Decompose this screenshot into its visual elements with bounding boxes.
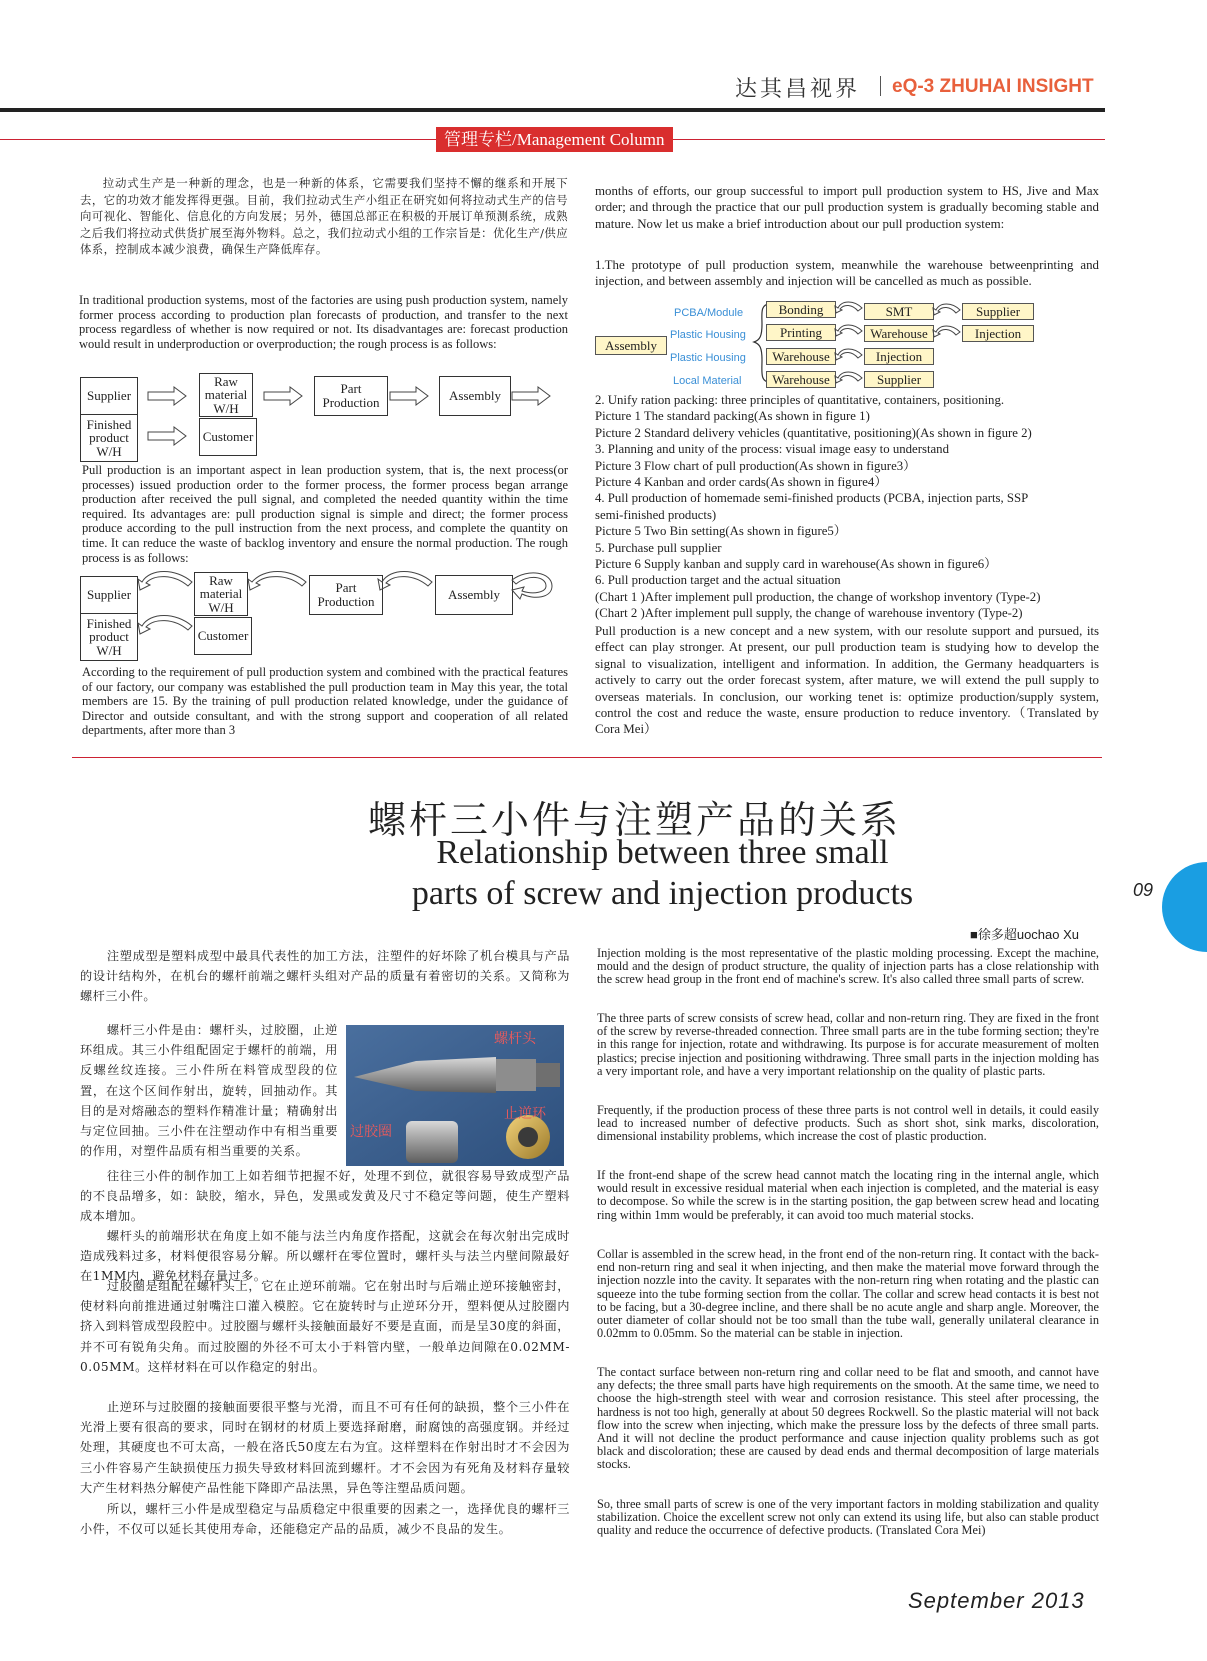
page-number: 09 xyxy=(1133,880,1154,900)
magazine-title-en: eQ-3 ZHUHAI INSIGHT xyxy=(892,76,1094,97)
flow-injection-2: Injection xyxy=(962,325,1034,342)
en-paragraph: Frequently, if the production process of these three parts is not control well in details, it could easily lead to increased number of defective products. Such as short shot, sink marks, discoloration, dimensional instability problems, which increase the cost of plastic production. xyxy=(597,1103,1099,1144)
d1-supplier: Supplier xyxy=(80,377,138,415)
zh-paragraph: 注塑成型是塑料成型中最具代表性的加工方法，注塑件的好坏除了机台模具与产品的设计结构外，在机台的螺杆前端之螺杆头组对产品的质量有着密切的关系。又简称为螺杆三小件。 xyxy=(80,949,570,1004)
closing-paragraph: Pull production is a new concept and a new system, with our resolute support and pursued, its effect can play stronger. At present, our pull production team is studying how to develop the signal to visualization, intelligent and information. In addition, the Germany headquarters is actively to carry out the order forecast system, after mature, we will extend the pull supply to overseas materials. In conclusion, our working tenet is: optimize production/supply system, control the cost and reduce the waste, ensure production to reduce inventory.（Translated by Cora Mei） xyxy=(595,624,1099,737)
pull-paragraph: Pull production is an important aspect in lean production system, that is, the next process(or processes) issued production order to the former process, the former process began arrange production after received the pull signal, and completed the needed quantity within the time required. Its advantages are: pull production signal is simple and direct; the former process produce according to the pull instruction from the next process, and complete the quantity on time. It can reduce the waste of backlog inventory and ensure the normal production. The rough process is as follows: xyxy=(82,463,568,565)
zh-paragraph: 往往三小件的制作加工上如若细节把握不好，处理不到位，就很容易导致成型产品的不良品增多，如：缺胶，缩水，异色，发黑或发黄及尺寸不稳定等问题，使生产塑料成本增加。 xyxy=(80,1169,570,1224)
flow-label-housing-1: Plastic Housing xyxy=(670,329,746,341)
photo-label-collar: 过胶圈 xyxy=(350,1124,392,1140)
zh-paragraph: 螺杆头的前端形状在角度上如不能与法兰内角度作搭配，这就会在每次射出完成时造成残料过多，材料便很容易分解。所以螺杆在零位置时，螺杆头与法兰内壁间隙最好在1MM内，避免材料存量过多。 xyxy=(80,1229,570,1284)
flow-label-pcba: PCBA/Module xyxy=(674,307,744,319)
article-divider xyxy=(72,757,1102,758)
push-paragraph: In traditional production systems, most of the factories are using push production system, namely former process according to production plan forecasts of production, and transfer to the next process regardless of whether is now required or not. Its disadvantages are: forecast production would result in underproduction or overproduction; the rough process is as follows: xyxy=(79,293,568,351)
list-item: 5. Purchase pull supplier xyxy=(595,540,722,555)
zh-paragraph: 过胶圈是组配在螺杆头上，它在止逆环前端。它在射出时与后端止逆环接触密封，使材料向前推进通过射嘴注口灌入模腔。它在旋转时与止逆环分开，塑料便从过胶圈内挤入到料管成型段腔中。过胶圈与螺杆头接触面最好不要是直面，而是呈30度的斜面，并不可有锐角尖角。而过胶圈的外径不可太小于料管内壁，一般单边间隙在0.02MM-0.05MM。这样材料在可以作稳定的射出。 xyxy=(80,1279,570,1374)
d2-part-production: Part Production xyxy=(309,575,383,615)
en-paragraph: If the front-end shape of the screw head cannot match the locating ring in the internal angle, which would result in excessive residual material when each injection is completed, and the material is easy to decompose. So while the screw is in the starting position, the gap between screw head and locating ring within 1mm would be preferably, it can avoid too much material stocks. xyxy=(597,1168,1099,1222)
photo-label-head: 螺杆头 xyxy=(494,1031,536,1047)
en-paragraph: Collar is assembled in the screw head, in the front end of the non-return ring. It contact with the back-end non-return ring and seal it when injecting, and then make the material move forward through the injection nozzle into the cavity. It separates with the non-return ring when rotating and the plastic can squeeze into the tube forming section from the collar. The collar and screw head contacts it is best not to be facing, but a 30-degree incline, and there shall be no acute angle and sharp angle. Moreover, the outer diameter of collar should not be too small than the tube wall, generally unilateral clearance in 0.02mm to 0.05mm. So the material can be stable in injection. xyxy=(597,1247,1099,1341)
flow-warehouse-3: Warehouse xyxy=(864,325,934,342)
team-paragraph: According to the requirement of pull production system and combined with the practical features of our factory, our company was established the pull production team in May this year, the total members are 15. By the training of pull production related knowledge, under the guidance of Director and outside consultant, and with the strong support and cooperation of all related departments, after more than 3 xyxy=(82,665,568,738)
list-item: (Chart 1 )After implement pull production, the change of workshop inventory (Type-2) xyxy=(595,589,1041,604)
list-item: 4. Pull production of homemade semi-finished products (PCBA, injection parts, SSP xyxy=(595,491,1029,506)
screw-parts-photo xyxy=(346,1025,564,1166)
list-item: Picture 4 Kanban and order cards(As shown in figure4） xyxy=(595,475,888,490)
d1-part-production: Part Production xyxy=(314,376,388,416)
d1-arrows xyxy=(140,380,560,460)
flow-supplier-2: Supplier xyxy=(962,303,1034,320)
list-item: Picture 6 Supply kanban and supply card in warehouse(As shown in figure6） xyxy=(595,557,997,572)
flow-warehouse-1: Warehouse xyxy=(766,348,836,365)
d2-customer: Customer xyxy=(194,617,252,655)
en-paragraph: So, three small parts of screw is one of the very important factors in molding stabilization and quality stabilization. Choice the excellent screw not only can extend its using life, but also can stable product quality and reduce the occurrence of defective products. (Translated Cora Mei) xyxy=(597,1497,1099,1538)
list-item: 2. Unify ration packing: three principles of quantitative, containers, positioning. xyxy=(595,393,1005,407)
title-en-line-1: Relationship between three small xyxy=(436,834,889,871)
flow-warehouse-2: Warehouse xyxy=(766,371,836,388)
flow-label-housing-2: Plastic Housing xyxy=(670,352,746,364)
list-item: Picture 1 The standard packing(As shown in figure 1) xyxy=(595,409,870,424)
method-list xyxy=(595,392,1105,622)
page-tab xyxy=(1162,862,1207,952)
zh-paragraph: 止逆环与过胶圈的接触面要很平整与光滑，而且不可有任何的缺损，整个三小件在光滑上要有很高的要求，同时在钢材的材质上要选择耐磨，耐腐蚀的高强度钢。并经过处理，其硬度也不可太高，一般在洛氏50度左右为宜。这样塑料在作射出时才不会因为三小件容易产生缺损使压力损失导致材料回流到螺杆。才不会因为有死角及材料存量较大产生材料热分解使产品性能下降即产品法黑，异色等注塑品质问题。 xyxy=(80,1400,570,1495)
list-item: Picture 2 Standard delivery vehicles (quantitative, positioning)(As shown in figure 2) xyxy=(595,425,1032,440)
d2-assembly: Assembly xyxy=(435,575,513,615)
zh-paragraph: 所以，螺杆三小件是成型稳定与品质稳定中很重要的因素之一，选择优良的螺杆三小件，不仅可以延长其使用寿命，还能稳定产品的品质，减少不良品的发生。 xyxy=(80,1502,570,1537)
header-rule xyxy=(0,108,1105,112)
d1-finished-product: Finished product W/H xyxy=(80,414,138,462)
flow-label-local: Local Material xyxy=(673,375,742,387)
d1-assembly: Assembly xyxy=(439,376,511,416)
issue-date: September 2013 xyxy=(908,1588,1085,1613)
zh-paragraph: 螺杆三小件是由：螺杆头，过胶圈，止逆环组成。其三小件组配固定于螺杆的前端，用反螺丝纹连接。三小件所在料管成型段的位置，在这个区间作射出，旋转，回抽动作。其目的是对熔融态的塑料作精准计量；精确射出与定位回抽。三小件在注塑动作中有相当重要的作用，对塑件品质有相当重要的关系。 xyxy=(80,1023,338,1159)
zh-intro: 拉动式生产是一种新的理念，也是一种新的体系，它需要我们坚持不懈的继系和开展下去，它的功效才能发挥得更强。目前，我们拉动式生产小组正在研究如何将拉动式生产的信号向可视化、智能化、信息化的方向发展；另外，德国总部正在积极的开展订单预测系统，成熟之后我们将拉动式供货扩展至海外物料。总之，我们拉动式小组的工作宗旨是：优化生产/供应体系，控制成本减少浪费，确保生产降低库存。 xyxy=(80,176,568,257)
flow-arrows xyxy=(834,298,964,390)
title-en-line-2: parts of screw and injection products xyxy=(411,875,914,912)
flow-assembly: Assembly xyxy=(595,336,667,355)
flow-supplier-1: Supplier xyxy=(864,371,934,388)
header-separator xyxy=(880,76,881,96)
flow-bonding: Bonding xyxy=(766,301,836,318)
list-item: Picture 3 Flow chart of pull production(As shown in figure3） xyxy=(595,458,916,473)
right-item-1: 1.The prototype of pull production system, meanwhile the warehouse betweenprinting and injection, and between assembly and injection will be cancelled as much as possible. xyxy=(595,258,1099,289)
flow-injection-1: Injection xyxy=(864,348,934,365)
column-label: 管理专栏/Management Column xyxy=(436,127,673,152)
d1-raw-material: Raw material W/H xyxy=(199,373,253,417)
article-title-zh: 螺杆三小件与注塑产品的关系 xyxy=(368,798,902,842)
en-paragraph: Injection molding is the most representative of the plastic molding processing. Except the machine, mould and the design of product structure, the quality of injection parts has a close relationship with the screw head group in the front end of machine's screw. It's also called three small parts of screw. xyxy=(597,946,1099,987)
magazine-title-zh: 达其昌视界 xyxy=(735,77,861,102)
author: ■徐多超uochao Xu xyxy=(970,927,1080,942)
right-intro: months of efforts, our group successful to import pull production system to HS, Jive and Max order; and through the practice that our pull production system is gradually becoming stable and mature. Now let us make a brief introduction about our pull production system: xyxy=(595,184,1099,231)
list-item: semi-finished products) xyxy=(595,507,717,522)
list-item: (Chart 2 )After implement pull supply, the change of warehouse inventory (Type-2) xyxy=(595,606,1023,621)
d2-supplier: Supplier xyxy=(80,576,138,614)
d2-raw-material: Raw material W/H xyxy=(194,572,248,616)
d1-customer: Customer xyxy=(199,418,257,456)
flow-printing: Printing xyxy=(766,324,836,341)
en-paragraph: The contact surface between non-return ring and collar need to be flat and smooth, and cannot have any defects; the three small parts have high requirements on the smooth. At the same time, we need to choose the high-strength steel with wear and corrosion resistance. This steel after processing, the hardness is not too high, generally at about 50 degrees Rockwell. So the plastic material will not back flow into the screw when injecting, which make the pressure loss by the defects of three small parts. And it will not decline the product performance and cause injection quality problems such as got black and discoloration; these are caused by dead ends and thermal decomposition of large materials stocks. xyxy=(597,1365,1099,1472)
d2-finished-product: Finished product W/H xyxy=(80,613,138,661)
list-item: Picture 5 Two Bin setting(As shown in figure5） xyxy=(595,524,847,539)
list-item: 6. Pull production target and the actual situation xyxy=(595,573,841,588)
en-paragraph: The three parts of screw consists of screw head, collar and non-return ring. They are fixed in the front of the screw by reverse-threaded connection. Three small parts are in the tube forming section; they're in this range for injection, rotate and withdrawing. Its purpose is for accurate measurement of molten plastics; precise injection and positioning withdrawing. Three small parts in the injection molding has a very important role, and have a very important relationship on the quality of plastic parts. xyxy=(597,1011,1099,1078)
photo-label-ring: 止逆环 xyxy=(504,1106,546,1122)
d2-curved-arrows xyxy=(136,566,556,662)
article-title-en xyxy=(330,832,995,914)
list-item: 3. Planning and unity of the process: visual image easy to understand xyxy=(595,442,949,457)
flow-smt: SMT xyxy=(864,303,934,320)
